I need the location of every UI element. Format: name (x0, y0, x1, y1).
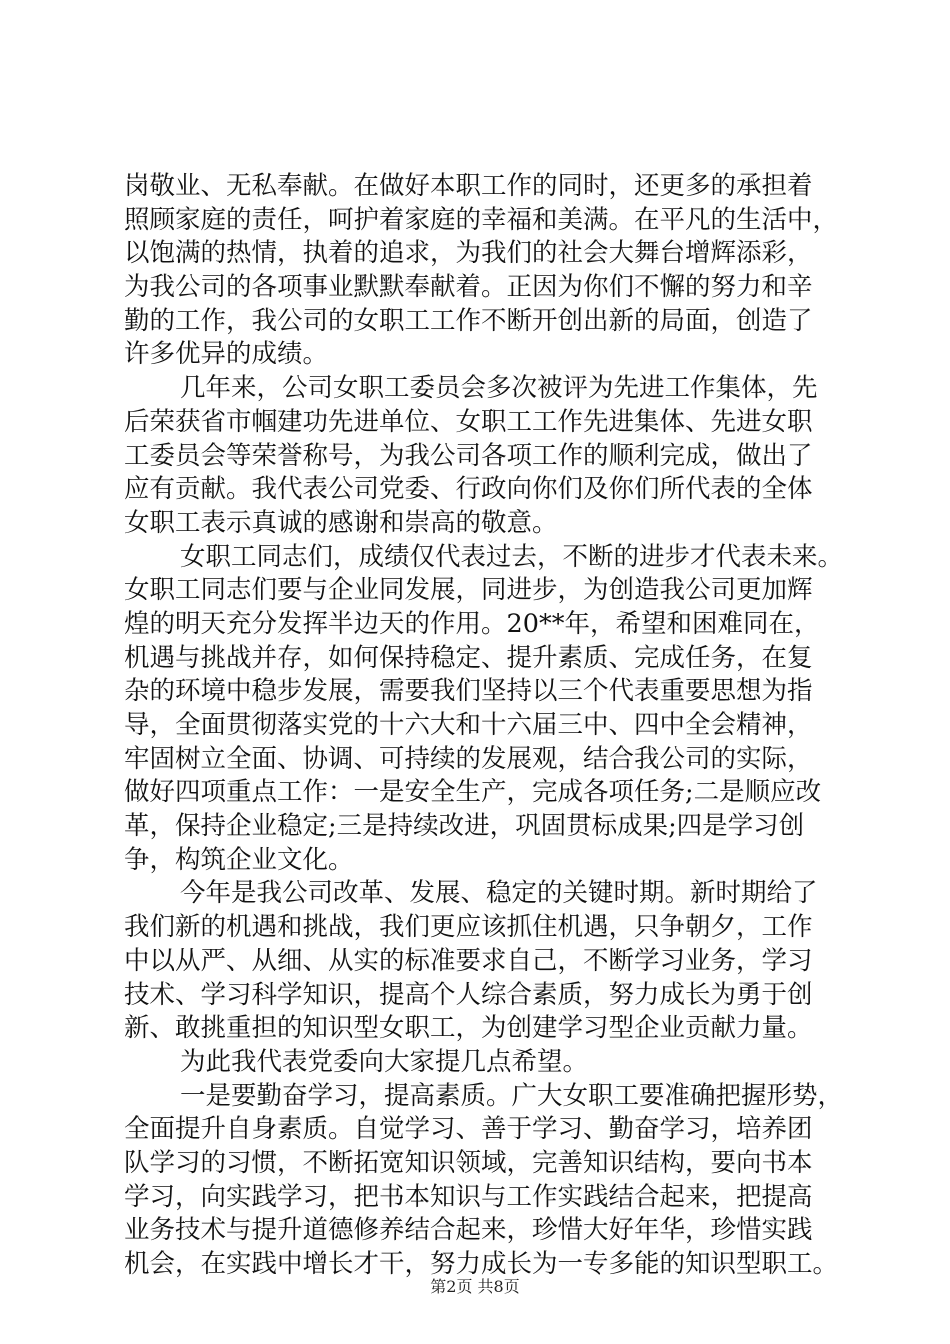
text-line: 勤的工作，我公司的女职工工作不断开创出新的局面，创造了 (124, 305, 813, 336)
text-line: 机遇与挑战并存，如何保持稳定、提升素质、完成任务，在复 (124, 642, 813, 673)
text-line: 队学习的习惯，不断拓宽知识领域，完善知识结构，要向书本 (124, 1147, 813, 1178)
text-line: 以饱满的热情，执着的追求，为我们的社会大舞台增辉添彩， (124, 238, 813, 269)
body-text (124, 170, 844, 1282)
text-line: 工委员会等荣誉称号，为我公司各项工作的顺利完成，做出了 (124, 440, 813, 471)
text-line: 我们新的机遇和挑战，我们更应该抓住机遇，只争朝夕，工作 (124, 912, 813, 943)
text-line: 女职工同志们，成绩仅代表过去，不断的进步才代表未来。 (180, 541, 844, 572)
text-line: 应有贡献。我代表公司党委、行政向你们及你们所代表的全体 (124, 474, 813, 505)
text-line: 新、敢挑重担的知识型女职工，为创建学习型企业贡献力量。 (124, 1013, 813, 1044)
text-line: 为此我代表党委向大家提几点希望。 (180, 1046, 589, 1077)
page-footer: 第2页 共8页 (430, 1277, 520, 1296)
text-line: 机会，在实践中增长才干，努力成长为一专多能的知识型职工。 (124, 1249, 839, 1279)
text-line: 今年是我公司改革、发展、稳定的关键时期。新时期给了 (180, 878, 818, 909)
text-line: 后荣获省市帼建功先进单位、女职工工作先进集体、先进女职 (124, 406, 813, 437)
text-line: 中以从严、从细、从实的标准要求自己，不断学习业务，学习 (124, 945, 813, 976)
text-line: 照顾家庭的责任，呵护着家庭的幸福和美满。在平凡的生活中， (124, 204, 839, 235)
text-line: 技术、学习科学知识，提高个人综合素质，努力成长为勇于创 (124, 979, 813, 1010)
text-line: 为我公司的各项事业默默奉献着。正因为你们不懈的努力和辛 (124, 272, 813, 303)
text-line: 全面提升自身素质。自觉学习、善于学习、勤奋学习，培养团 (124, 1114, 813, 1145)
text-line: 业务技术与提升道德修养结合起来，珍惜大好年华，珍惜实践 (124, 1215, 813, 1246)
text-line: 岗敬业、无私奉献。在做好本职工作的同时，还更多的承担着 (124, 171, 813, 201)
text-line: 许多优异的成绩。 (124, 339, 329, 370)
text-line: 几年来，公司女职工委员会多次被评为先进工作集体，先 (180, 373, 818, 404)
text-line: 争，构筑企业文化。 (124, 844, 354, 875)
text-line: 导，全面贯彻落实党的十六大和十六届三中、四中全会精神， (124, 710, 813, 740)
text-line: 学习，向实践学习，把书本知识与工作实践结合起来，把提高 (124, 1181, 813, 1212)
text-line: 女职工同志们要与企业同发展，同进步，为创造我公司更加辉 (124, 575, 813, 606)
text-line: 女职工表示真诚的感谢和崇高的敬意。 (124, 507, 558, 538)
text-line: 革，保持企业稳定;三是持续改进，巩固贯标成果;四是学习创 (124, 811, 805, 842)
text-line: 牢固树立全面、协调、可持续的发展观，结合我公司的实际， (124, 743, 813, 774)
text-line: 煌的明天充分发挥半边天的作用。20**年，希望和困难同在， (124, 608, 820, 639)
text-line: 做好四项重点工作：一是安全生产，完成各项任务;二是顺应改 (124, 777, 822, 808)
text-line: 杂的环境中稳步发展，需要我们坚持以三个代表重要思想为指 (124, 676, 813, 707)
text-line: 一是要勤奋学习，提高素质。广大女职工要准确把握形势， (180, 1080, 844, 1111)
